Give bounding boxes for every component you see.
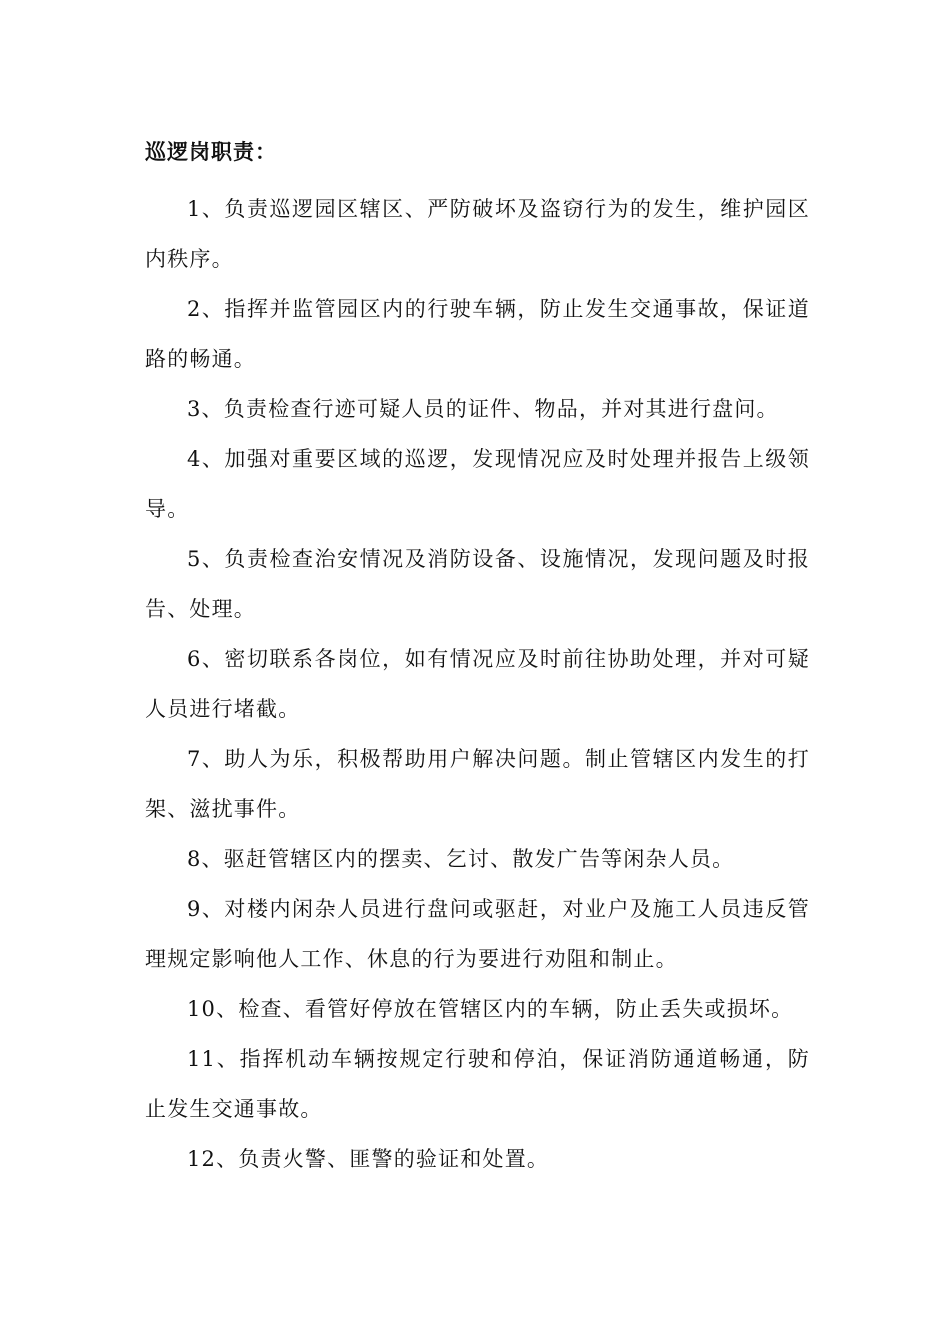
duty-item-4: 4、加强对重要区域的巡逻，发现情况应及时处理并报告上级领导。 bbox=[145, 447, 810, 521]
document-title: 巡逻岗职责： bbox=[145, 140, 277, 164]
duty-item-7: 7、助人为乐，积极帮助用户解决问题。制止管辖区内发生的打架、滋扰事件。 bbox=[145, 747, 810, 821]
duty-item-6: 6、密切联系各岗位，如有情况应及时前往协助处理，并对可疑人员进行堵截。 bbox=[145, 647, 810, 721]
duty-item-1: 1、负责巡逻园区辖区、严防破坏及盗窃行为的发生，维护园区内秩序。 bbox=[145, 197, 810, 271]
duty-item-12: 12、负责火警、匪警的验证和处置。 bbox=[187, 1147, 550, 1171]
duty-item-8: 8、驱赶管辖区内的摆卖、乞讨、散发广告等闲杂人员。 bbox=[187, 847, 735, 871]
duty-item-9: 9、对楼内闲杂人员进行盘问或驱赶，对业户及施工人员违反管理规定影响他人工作、休息的行为要进行劝阻和制止。 bbox=[145, 897, 810, 971]
duty-item-3: 3、负责检查行迹可疑人员的证件、物品，并对其进行盘问。 bbox=[187, 397, 779, 421]
document-body bbox=[145, 134, 810, 1184]
duty-item-2: 2、指挥并监管园区内的行驶车辆，防止发生交通事故，保证道路的畅通。 bbox=[145, 297, 810, 371]
duty-item-5: 5、负责检查治安情况及消防设备、设施情况，发现问题及时报告、处理。 bbox=[145, 547, 810, 621]
duty-item-10: 10、检查、看管好停放在管辖区内的车辆，防止丢失或损坏。 bbox=[187, 997, 794, 1021]
duty-item-11: 11、指挥机动车辆按规定行驶和停泊，保证消防通道畅通，防止发生交通事故。 bbox=[145, 1047, 810, 1121]
